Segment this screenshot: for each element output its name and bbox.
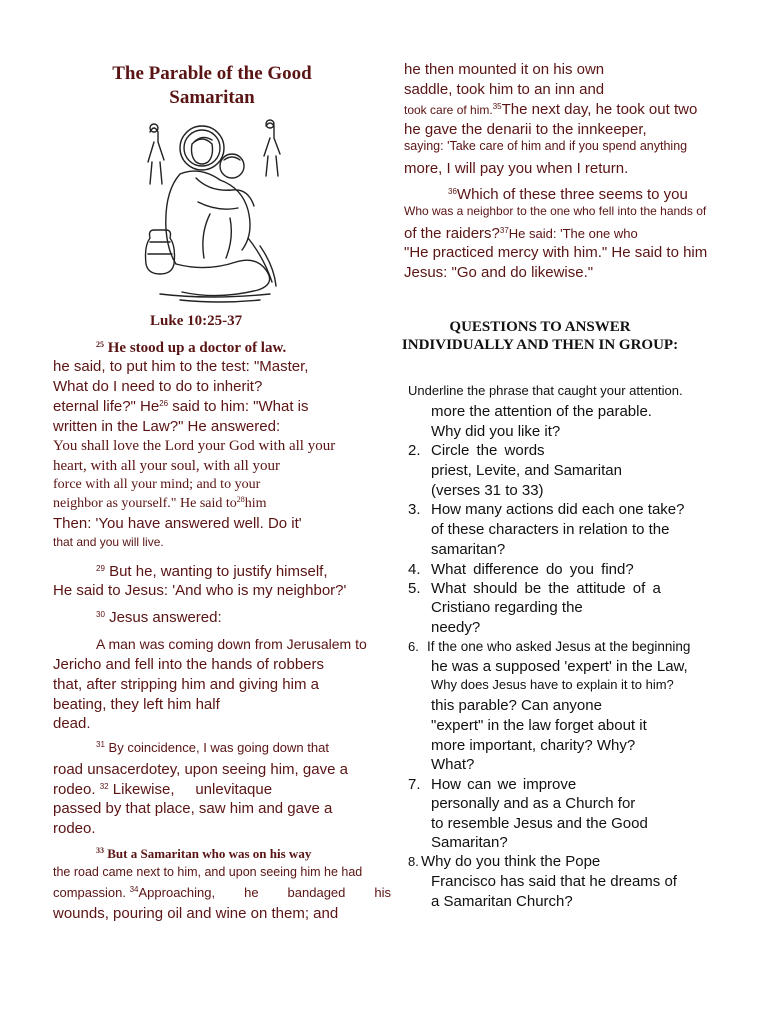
text-line: You shall love the Lord your God with all your <box>53 438 336 454</box>
text-span: said to him: "What is <box>172 398 309 415</box>
question-number: 8. <box>408 854 419 869</box>
text-line: wounds, pouring oil and wine on them; and <box>53 905 339 922</box>
question-line: How many actions did each one take? <box>431 501 685 518</box>
question-number: 3. <box>408 501 421 518</box>
text-line <box>53 399 309 414</box>
question-line: Samaritan? <box>431 834 508 851</box>
question-number: 5. <box>408 580 421 597</box>
question-line: Why does Jesus have to explain it to him? <box>431 677 674 692</box>
question-line: priest, Levite, and Samaritan <box>431 462 622 479</box>
text-line: He said to Jesus: 'And who is my neighbor?' <box>53 582 347 599</box>
text-line: he then mounted it on his own <box>404 61 605 78</box>
verse-number: 29 <box>96 564 105 573</box>
question-line: more important, charity? Why? <box>431 737 636 754</box>
question-line: What should be the attitude of a <box>431 580 661 597</box>
text-span: him <box>244 496 267 511</box>
text-line: beating, they left him half <box>53 696 220 713</box>
text-line: Then: 'You have answered well. Do it' <box>53 515 302 532</box>
text-line: he gave the denarii to the innkeeper, <box>404 121 647 138</box>
text-line <box>53 497 267 511</box>
text-span: eternal life?" He <box>53 398 160 415</box>
text-line: heart, with all your soul, with all your <box>53 458 281 474</box>
text-line: force with all your mind; and to your <box>53 477 261 492</box>
verse-number: 31 <box>96 740 105 749</box>
text-line: rodeo. <box>53 820 96 837</box>
question-line: of these characters in relation to the <box>431 521 670 538</box>
question-line: personally and as a Church for <box>431 795 636 812</box>
text-span: The next day, he took out two <box>501 101 698 118</box>
question-line: a Samaritan Church? <box>431 893 573 910</box>
verse-29 <box>96 564 328 579</box>
question-line: Cristiano regarding the <box>431 599 583 616</box>
questions-heading: QUESTIONS TO ANSWER INDIVIDUALLY AND THEN IN GROUP: <box>401 319 679 353</box>
question-number: 2. <box>408 442 421 459</box>
text-line: passed by that place, saw him and gave a <box>53 800 333 817</box>
text-line <box>404 102 697 117</box>
text-line: more, I will pay you when I return. <box>404 160 629 177</box>
text-line: What do I need to do to inherit? <box>53 378 263 395</box>
question-line: to resemble Jesus and the Good <box>431 815 648 832</box>
text-line: saying: 'Take care of him and if you spend anything <box>404 139 688 153</box>
text-span: Jesus answered: <box>109 609 222 626</box>
verse-31 <box>96 741 329 754</box>
question-line: What? <box>431 756 475 773</box>
verse-number: 33 <box>96 846 104 855</box>
verse-number: 28 <box>236 495 245 504</box>
text-line: dead. <box>53 715 91 732</box>
text-span: bandaged <box>287 885 346 900</box>
text-span: unlevitaque <box>195 781 273 798</box>
text-line <box>53 886 391 899</box>
text-line: that, after stripping him and giving him a <box>53 676 319 693</box>
text-span: He said: 'The one who <box>508 226 638 241</box>
question-line: Why do you think the Pope <box>421 853 601 870</box>
question-line: Francisco has said that he dreams of <box>431 873 677 890</box>
verse-33 <box>96 847 311 860</box>
text-line: that and you will live. <box>53 535 164 549</box>
question-line: needy? <box>431 619 481 636</box>
question-line: more the attention of the parable. <box>431 403 652 420</box>
question-line: What difference do you find? <box>431 561 634 578</box>
good-samaritan-illustration <box>140 118 290 304</box>
verse-number: 37 <box>499 226 509 235</box>
text-span: compassion. $^{34}$Approaching, <box>53 885 216 900</box>
text-line: the road came next to him, and upon seeing him he had <box>53 865 363 879</box>
text-line: Jericho and fell into the hands of robbers <box>53 656 325 673</box>
verse-number: 25 <box>96 340 104 349</box>
question-line: he was a supposed 'expert' in the Law, <box>431 658 688 675</box>
question-line: samaritan? <box>431 541 506 558</box>
text-span: Likewise, <box>112 781 175 798</box>
text-line <box>404 226 638 241</box>
passage-reference: Luke 10:25-37 <box>150 313 243 329</box>
verse-number: 36 <box>448 187 457 196</box>
text-line: Jesus: "Go and do likewise." <box>404 264 594 281</box>
question-number: 4. <box>408 561 421 578</box>
text-span: of the raiders? <box>404 225 500 242</box>
question-line: Circle the words <box>431 442 545 459</box>
text-span: rodeo. <box>53 781 96 798</box>
question-intro: Underline the phrase that caught your attention. <box>408 383 683 398</box>
text-line: Who was a neighbor to the one who fell into the hands of <box>404 204 707 218</box>
verse-36 <box>448 187 688 202</box>
question-line: (verses 31 to 33) <box>431 482 544 499</box>
text-span: But a Samaritan who was on his way <box>107 846 312 861</box>
question-number: 7. <box>408 776 421 793</box>
text-span: took care of him. <box>404 103 493 117</box>
verse-number: 30 <box>96 610 105 619</box>
verse-number: 35 <box>492 102 502 111</box>
question-line: "expert" in the law forget about it <box>431 717 647 734</box>
text-line <box>53 782 272 797</box>
text-span: his <box>374 885 391 900</box>
question-line: this parable? Can anyone <box>431 697 602 714</box>
text-span: By coincidence, I was going down that <box>108 740 329 755</box>
verse-number: 26 <box>159 399 169 408</box>
question-number: 6. <box>408 639 419 654</box>
verse-25 <box>96 341 286 356</box>
text-line: saddle, took him to an inn and <box>404 81 605 98</box>
question-line: If the one who asked Jesus at the beginning <box>427 639 691 654</box>
text-span: Which of these three seems to you <box>456 186 688 203</box>
verse-30 <box>96 610 222 625</box>
text-line: written in the Law?" He answered: <box>53 418 281 435</box>
verse-25-lead: He stood up a doctor of law. <box>107 340 287 356</box>
text-line: A man was coming down from Jerusalem to <box>96 636 367 652</box>
verse-number: 32 <box>99 782 109 791</box>
verse-number: 34 <box>129 885 139 894</box>
question-line: How can we improve <box>431 776 577 793</box>
text-span: But he, wanting to justify himself, <box>109 563 328 580</box>
text-span: neighbor as yourself." He said to <box>53 496 237 511</box>
text-span: he <box>244 885 259 900</box>
text-line: road unsacerdotey, upon seeing him, gave a <box>53 761 348 778</box>
text-line: he said, to put him to the test: "Master, <box>53 358 309 375</box>
text-line: "He practiced mercy with him." He said to him <box>404 244 708 261</box>
page-title: The Parable of the Good Samaritan <box>112 63 312 108</box>
question-line: Why did you like it? <box>431 423 561 440</box>
